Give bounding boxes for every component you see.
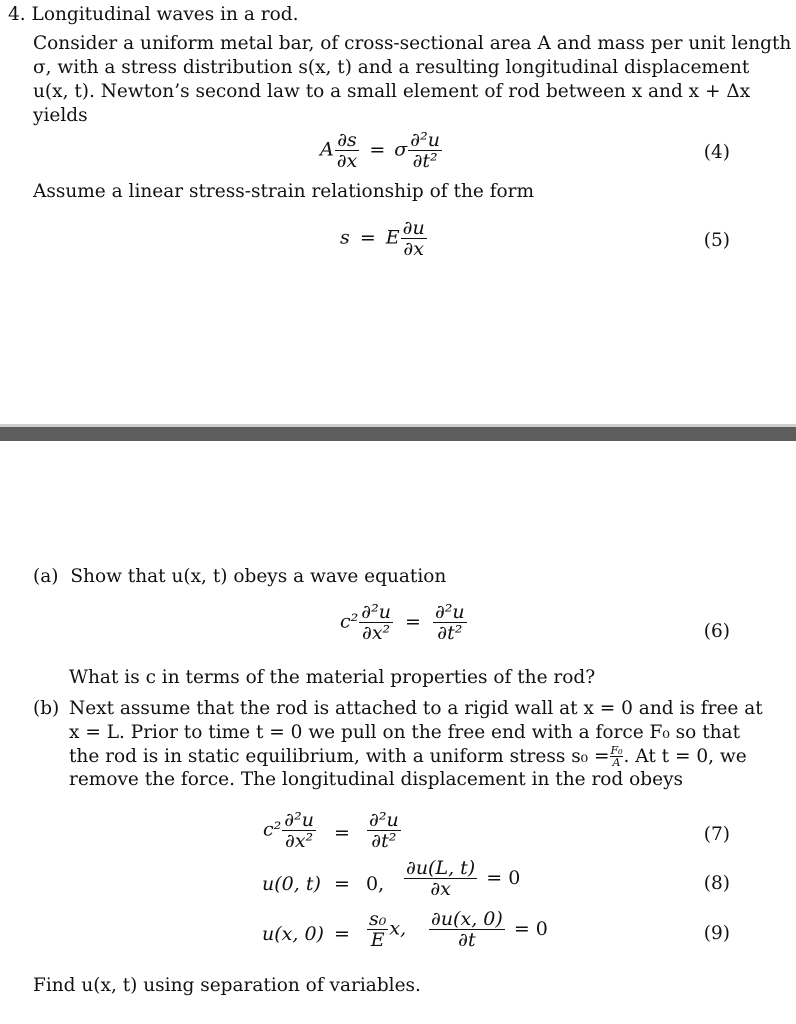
- eq5-fraction: $\frac{\partial u}{\partial x}$: [402, 217, 425, 260]
- intro-line-3: u(x, t). Newton’s second law to a small element of rod between x and x + Δx: [33, 81, 751, 102]
- eq6-lhs-fraction: $\frac{\text{∂²u}}{\text{∂x²}}$: [361, 601, 391, 644]
- equation-5: s = E $\frac{\partial u}{\partial x}$: [340, 217, 425, 260]
- equation-7-rel: =: [334, 822, 350, 844]
- part-a-label: (a): [33, 566, 59, 587]
- problem-title: Longitudinal waves in a rod.: [31, 4, 299, 25]
- equation-9-number: (9): [703, 923, 730, 944]
- part-a-text: Show that u(x, t) obeys a wave equation: [70, 566, 447, 587]
- problem-number: 4.: [8, 4, 26, 25]
- equation-9-rhs: $\frac{\text{s₀}}{E}$ x,: [369, 908, 407, 951]
- equation-8-lhs: u(0, t): [262, 873, 321, 895]
- eq4-lhs-fraction: $\frac{\partial s}{\partial x}$: [336, 129, 358, 172]
- equation-8-boundary: $\frac{\partial u(L, t)}{\partial x}$ = 0: [406, 857, 521, 900]
- part-b-line-3: the rod is in static equilibrium, with a uniform stress s₀ = $\frac{\text{F₀}}{A}$ . At t = 0, we: [69, 744, 747, 769]
- equation-8-number: (8): [703, 873, 730, 894]
- part-b-line-4: remove the force. The longitudinal displacement in the rod obeys: [69, 769, 684, 790]
- equation-6-number: (6): [703, 621, 730, 642]
- intro-line-4: yields: [33, 105, 88, 126]
- intro-line-2: σ, with a stress distribution s(x, t) and a resulting longitudinal displacement: [33, 57, 750, 78]
- final-instruction: Find u(x, t) using separation of variables.: [33, 975, 421, 996]
- equation-7-lhs: c² $\frac{\text{∂²u}}{\text{∂x²}}$: [263, 809, 314, 852]
- equation-8-rhs: 0,: [366, 873, 385, 895]
- part-a-question: What is c in terms of the material properties of the rod?: [69, 667, 596, 688]
- part-a-line: [33, 566, 446, 588]
- equation-9-rel: =: [334, 923, 350, 945]
- problem-heading: [8, 4, 298, 26]
- equation-7-number: (7): [703, 824, 730, 845]
- equation-4: A $\frac{\partial s}{\partial x}$ = σ $\frac{\text{∂²u}}{\text{∂t²}}$: [320, 129, 440, 172]
- eq4-rhs-fraction: $\frac{\text{∂²u}}{\text{∂t²}}$: [410, 129, 440, 172]
- intro-line-1: Consider a uniform metal bar, of cross-sectional area A and mass per unit length: [33, 33, 792, 54]
- force-over-area-fraction: $\frac{\text{F₀}}{A}$: [610, 744, 623, 769]
- equation-7-rhs: $\frac{\text{∂²u}}{\text{∂t²}}$: [369, 809, 399, 852]
- equation-9-lhs: u(x, 0): [262, 923, 324, 945]
- equation-6: c² $\frac{\text{∂²u}}{\text{∂x²}}$ = $\frac{\text{∂²u}}{\text{∂t²}}$: [340, 601, 465, 644]
- part-b-label: (b): [33, 698, 60, 719]
- equation-5-number: (5): [703, 230, 730, 251]
- equation-9-initial: $\frac{\partial u(x, 0)}{\partial t}$ = 0: [431, 908, 548, 951]
- section-divider: [0, 424, 796, 441]
- equation-8-rel: =: [334, 873, 350, 895]
- assume-line: Assume a linear stress-strain relationship of the form: [33, 181, 535, 202]
- part-b-line-1: Next assume that the rod is attached to a rigid wall at x = 0 and is free at: [69, 698, 763, 719]
- eq6-rhs-fraction: $\frac{\text{∂²u}}{\text{∂t²}}$: [434, 601, 465, 644]
- equation-4-number: (4): [703, 142, 730, 163]
- part-b-line-2: x = L. Prior to time t = 0 we pull on the free end with a force F₀ so that: [69, 722, 741, 743]
